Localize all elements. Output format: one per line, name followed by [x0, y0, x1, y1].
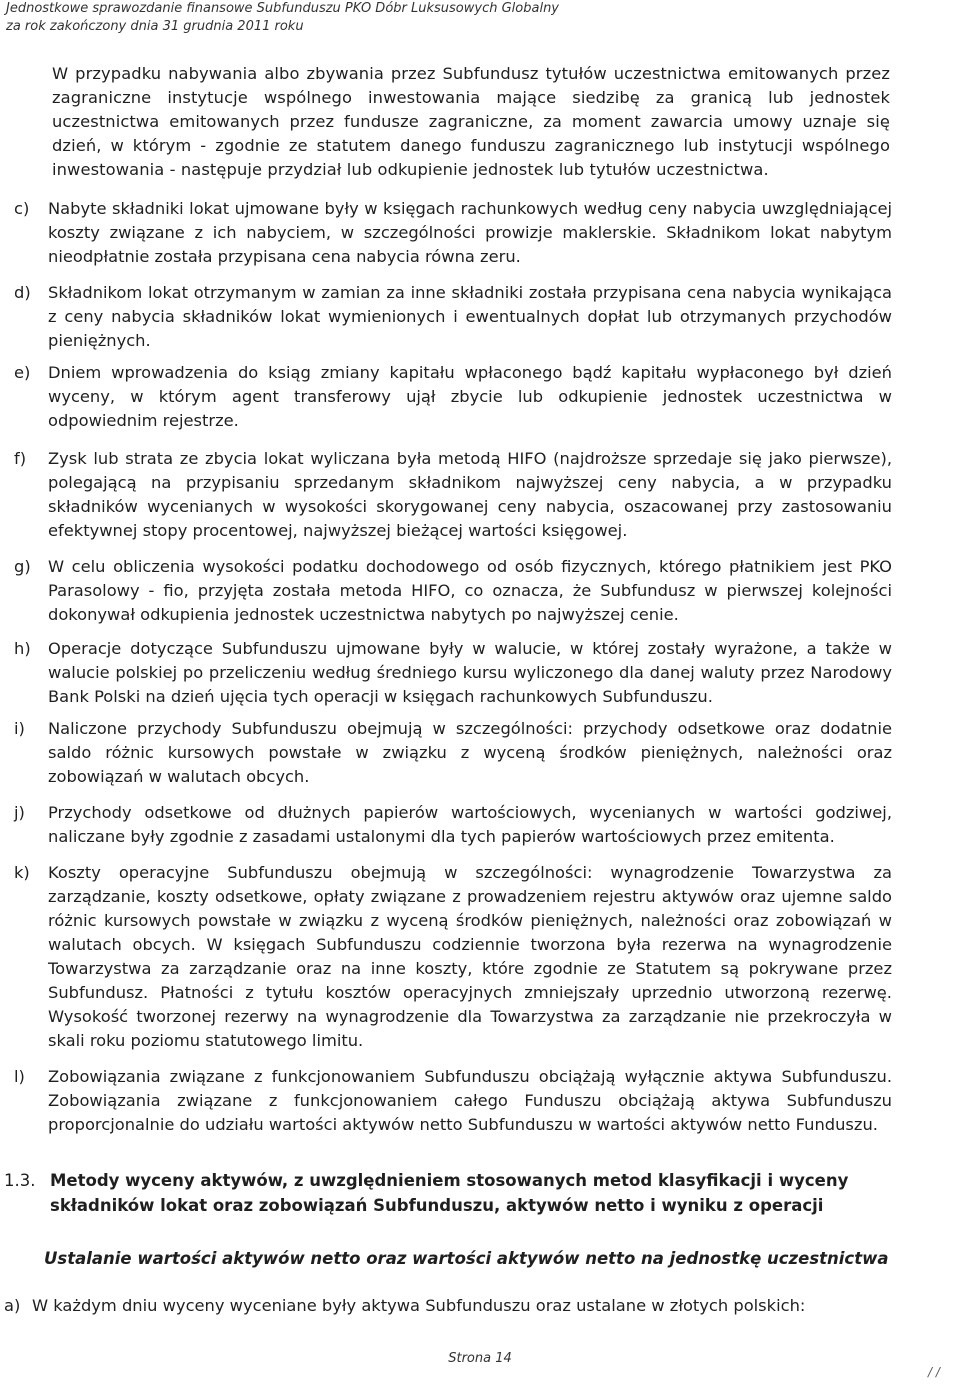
list-item-text: W celu obliczenia wysokości podatku dochodowego od osób fizycznych, którego płatnikiem jest PKO Parasolowy - fio, przyjęta została metoda HIFO, co oznacza, że Subfundusz w pierwszej kolejności dokonywał odkupienia jednostek uczestnictwa nabytych po najwyższej cenie. — [48, 557, 892, 624]
list-marker: c) — [14, 199, 30, 218]
list-marker: h) — [14, 639, 31, 658]
header-line-1: Jednostkowe sprawozdanie finansowe Subfunduszu PKO Dóbr Luksusowych Globalny — [6, 1, 559, 16]
list-item-text: Naliczone przychody Subfunduszu obejmują w szczególności: przychody odsetkowe oraz dodatnie saldo różnic kursowych powstałe w związku z wyceną środków pieniężnych, należności oraz zobowiązań w walutach obcych. — [48, 719, 892, 786]
list-marker: j) — [14, 803, 25, 822]
list-item-text: Nabyte składniki lokat ujmowane były w księgach rachunkowych według ceny nabycia uwzględniającej koszty związane z ich nabyciem, w szczególności prowizje maklerskie. Składnikom lokat nabytym nieodpłatnie została przypisana cena nabycia równa zeru. — [48, 199, 892, 266]
document-header — [6, 0, 559, 36]
subheading: Ustalanie wartości aktywów netto oraz wartości aktywów netto na jednostkę uczestnictwa — [44, 1249, 889, 1268]
list-marker: l) — [14, 1067, 25, 1086]
list-item-f — [14, 447, 892, 543]
list-item-j — [14, 801, 892, 849]
list-item-text: Koszty operacyjne Subfunduszu obejmują w szczególności: wynagrodzenie Towarzystwa za zarządzanie, koszty odsetkowe, opłaty związane z prowadzeniem rejestru aktywów oraz ujemne saldo różnic kursowych powstałe w związku z wyceną środków pieniężnych, należności oraz zobowiązań w walutach obcych. W księgach Subfunduszu codziennie tworzona była rezerwa na wynagrodzenie Towarzystwa za zarządzanie oraz na inne koszty, które zgodnie ze Statutem są pokrywane przez Subfundusz. Płatności z tytułu kosztów operacyjnych zmniejszały uprzednio utworzoną rezerwę. Wysokość tworzonej rezerwy na wynagrodzenie dla Towarzystwa za zarządzanie nie przekroczyła w skali roku poziomu statutowego limitu. — [48, 863, 892, 1050]
list-marker: f) — [14, 449, 27, 468]
page-number: Strona 14 — [448, 1351, 512, 1366]
list-marker: d) — [14, 283, 31, 302]
list-item-k — [14, 861, 892, 1053]
list-item-text: W każdym dniu wyceny wyceniane były aktywa Subfunduszu oraz ustalane w złotych polskich: — [32, 1296, 806, 1315]
list-item-g — [14, 555, 892, 627]
intro-paragraph: W przypadku nabywania albo zbywania przez Subfundusz tytułów uczestnictwa emitowanych przez zagraniczne instytucje wspólnego inwestowania mające siedzibę za granicą lub jednostek uczestnictwa emitowanych przez fundusze zagraniczne, za moment zawarcia umowy uznaje się dzień, w którym - zgodnie ze statutem danego funduszu zagranicznego lub instytucji wspólnego inwestowania - następuje przydział lub odkupienie jednostek lub tytułów uczestnictwa. — [52, 64, 890, 179]
list-item-text: Dniem wprowadzenia do ksiąg zmiany kapitału wpłaconego bądź kapitału wypłaconego był dzień wyceny, w którym agent transferowy ujął zbycie lub odkupienie jednostek uczestnictwa w odpowiednim rejestrze. — [48, 363, 892, 430]
section-title: Metody wyceny aktywów, z uwzględnieniem stosowanych metod klasyfikacji i wyceny składników lokat oraz zobowiązań Subfunduszu, aktywów netto i wyniku z operacji — [50, 1171, 849, 1215]
list-item-e — [14, 361, 892, 433]
section-1-3 — [4, 1168, 892, 1218]
section-number: 1.3. — [4, 1171, 36, 1190]
list-item-text: Zobowiązania związane z funkcjonowaniem Subfunduszu obciążają wyłącznie aktywa Subfunduszu. Zobowiązania związane z funkcjonowaniem całego Funduszu obciążają aktywa Subfunduszu proporcjonalnie do udziału wartości aktywów netto Subfunduszu w wartości aktywów netto Funduszu. — [48, 1067, 892, 1134]
list-item-c — [14, 197, 892, 269]
list-item-i — [14, 717, 892, 789]
list-item-l — [14, 1065, 892, 1137]
corner-initials: / / — [928, 1365, 940, 1379]
list-marker: e) — [14, 363, 31, 382]
list-marker: a) — [4, 1296, 21, 1315]
list-marker: g) — [14, 557, 31, 576]
header-line-2: za rok zakończony dnia 31 grudnia 2011 roku — [6, 19, 304, 34]
list-item-text: Składnikom lokat otrzymanym w zamian za inne składniki została przypisana cena nabycia wynikająca z ceny nabycia składników lokat wymienionych i ewentualnych dopłat lub otrzymanych przychodów pieniężnych. — [48, 283, 892, 350]
list-item-text: Przychody odsetkowe od dłużnych papierów wartościowych, wycenianych w wartości godziwej, naliczane były zgodnie z zasadami ustalonymi dla tych papierów wartościowych przez emitenta. — [48, 803, 892, 846]
list-marker: i) — [14, 719, 25, 738]
list-marker: k) — [14, 863, 30, 882]
list-item-h — [14, 637, 892, 709]
list-item-text: Operacje dotyczące Subfunduszu ujmowane były w walucie, w której zostały wyrażone, a także w walucie polskiej po przeliczeniu według średniego kursu wyliczonego dla danej waluty przez Narodowy Bank Polski na dzień ujęcia tych operacji w księgach rachunkowych Subfunduszu. — [48, 639, 892, 706]
list-item-a — [4, 1294, 892, 1318]
list-item-d — [14, 281, 892, 353]
list-item-text: Zysk lub strata ze zbycia lokat wyliczana była metodą HIFO (najdroższe sprzedaje się jako pierwsze), polegającą na przypisaniu sprzedanym składnikom najwyższej ceny nabycia, a w przypadku składników wycenianych w wysokości skorygowanej ceny nabycia, oszacowanej przy zastosowaniu efektywnej stopy procentowej, najwyższej bieżącej wartości księgowej. — [48, 449, 892, 540]
